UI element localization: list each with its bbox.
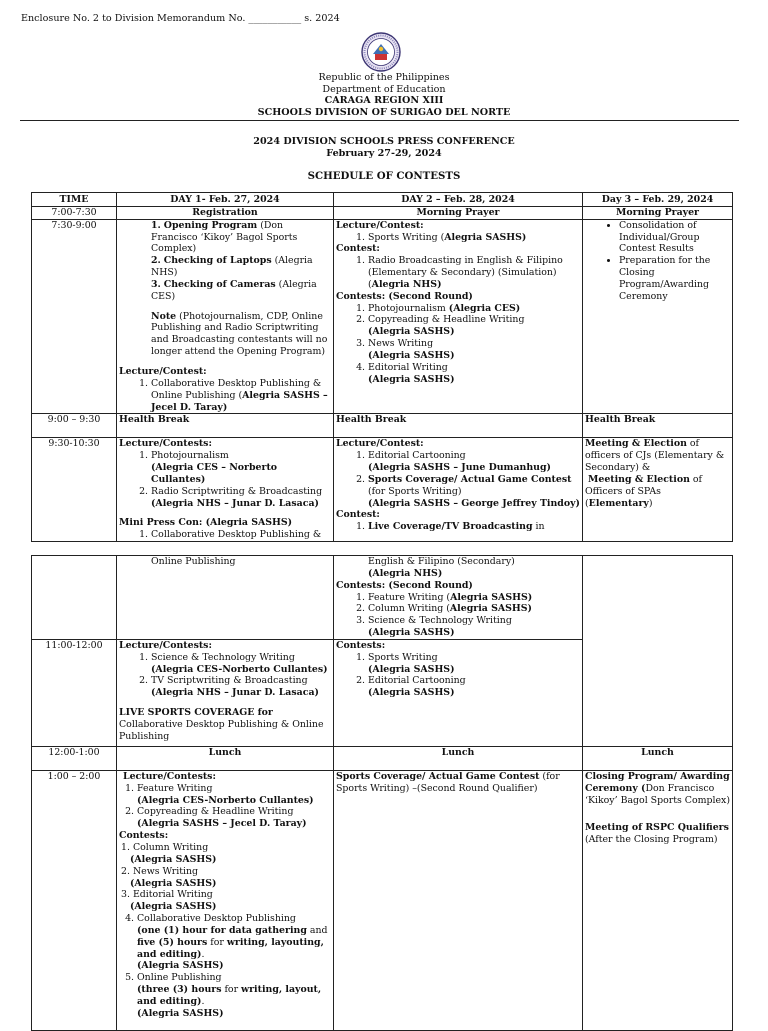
day2-cell (334, 639, 583, 746)
time-cell: 1:00 – 2:00 (32, 770, 117, 1030)
list-item: 1. Editorial Cartooning (Alegria SASHS – June Dumanhug) (368, 450, 580, 474)
list-item: 1. Photojournalism (Alegria CES) (368, 303, 580, 315)
contest-label: Contests: (336, 639, 386, 651)
table-row (32, 219, 733, 414)
list-item: 2. Copyreading & Headline Writing (Alegria SASHS – Jecel D. Taray) (137, 806, 331, 830)
region-line: CARAGA REGION XIII (324, 95, 444, 107)
list-item: • Consolidation of Individual/Group Contest Results (619, 220, 730, 256)
day3-cell: Morning Prayer (583, 206, 733, 219)
list-item: 2. TV Scriptwriting & Broadcasting (Alegria NHS – Junar D. Lasaca) (151, 675, 331, 699)
day2-cell: Morning Prayer (334, 206, 583, 219)
list-item: 1. Feature Writing (Alegria CES-Norberto Cullantes) (137, 783, 331, 807)
day1-cell (117, 639, 334, 746)
sports-coverage-text: Sports Coverage/ Actual Game Contest (for Sports Writing) –(Second Round Qualifier) (336, 770, 560, 794)
list-item: • Preparation for the Closing Program/Awarding Ceremony (619, 255, 730, 302)
time-cell (32, 556, 117, 640)
header-day1: DAY 1- Feb. 27, 2024 (117, 193, 334, 207)
header-day3: Day 3 – Feb. 29, 2024 (583, 193, 733, 207)
day3-cell (583, 556, 733, 747)
list-item: 2. Radio Scriptwriting & Broadcasting (Alegria NHS – Junar D. Lasaca) (151, 486, 331, 510)
day2-cell: Lunch (334, 746, 583, 770)
header-divider (20, 120, 739, 121)
list-item: 5. Online Publishing (three (3) hours for writing, layout, and editing). (Alegria SASHS) (137, 972, 331, 1019)
day1-cell: Online Publishing (117, 556, 334, 640)
header-time: TIME (32, 193, 117, 207)
schedule-title: SCHEDULE OF CONTESTS (307, 170, 461, 182)
second-round-label: Contests: (Second Round) (336, 579, 473, 591)
list-item: 1. Column Writing (Alegria SASHS) (121, 841, 217, 865)
list-item: 2. Column Writing (Alegria SASHS) (368, 603, 580, 615)
table-row (32, 414, 733, 438)
day3-cell (583, 770, 733, 1030)
day1-cell: Health Break (117, 414, 334, 438)
day2-cell: Health Break (334, 414, 583, 438)
day1-cell: Lunch (117, 746, 334, 770)
list-item: 1. Sports Writing (Alegria SASHS) (368, 232, 580, 244)
day1-cell (117, 219, 334, 414)
mini-press-label: Mini Press Con: (Alegria SASHS) (119, 517, 293, 529)
time-cell: 7:30-9:00 (32, 219, 117, 414)
list-item: 3. News Writing (Alegria SASHS) (368, 338, 580, 362)
list-item: 1. Feature Writing (Alegria SASHS) (368, 592, 580, 604)
list-item: 4. Editorial Writing (Alegria SASHS) (368, 362, 580, 386)
lecture-label: Lecture/Contest: (336, 219, 424, 231)
time-cell: 11:00-12:00 (32, 639, 117, 746)
day3-cell: Health Break (583, 414, 733, 438)
list-item: 4. Collaborative Desktop Publishing (one (1) hour for data gathering and five (5) hours for writing, layouting, and editing). (Alegria SASHS) (137, 913, 331, 972)
list-item: 1. Collaborative Desktop Publishing & (151, 529, 331, 541)
table-row (32, 746, 733, 770)
conference-title: 2024 DIVISION SCHOOLS PRESS CONFERENCE (253, 136, 515, 147)
rspc-meeting-sub: (After the Closing Program) (585, 834, 718, 846)
time-cell: 7:00-7:30 (32, 206, 117, 219)
live-coverage-sub: Collaborative Desktop Publishing & Online Publishing (119, 718, 324, 742)
contest-label: Contests: (119, 830, 169, 842)
list-item: 2. News Writing (Alegria SASHS) (121, 865, 217, 889)
table-row (32, 770, 733, 1030)
day2-cell (334, 438, 583, 542)
enclosure-line: Enclosure No. 2 to Division Memorandum No. ___________ s. 2024 (21, 13, 340, 24)
meeting-spa-text: Meeting & Election of Officers of SPAs (Elementary) (585, 473, 702, 509)
list-item: 1. Sports Writing (Alegria SASHS) (368, 652, 580, 676)
list-item: 2. Sports Coverage/ Actual Game Contest (for Sports Writing) (Alegria SASHS – George Jeffrey Tindoy) (368, 474, 580, 510)
second-round-label: Contests: (Second Round) (336, 290, 473, 302)
list-item: 1. Photojournalism (Alegria CES – Norberto Cullantes) (151, 450, 331, 486)
day3-cell: Lunch (583, 746, 733, 770)
list-item: 1. Collaborative Desktop Publishing & Online Publishing (Alegria SASHS – Jecel D. Taray) (151, 378, 331, 414)
list-item: 3. Checking of Cameras (Alegria CES) (151, 278, 317, 302)
schedule-table-page2 (31, 555, 733, 1031)
lecture-label: Lecture/Contest: (336, 438, 424, 450)
contest-label: Contest: (336, 509, 380, 521)
conference-dates: February 27-29, 2024 (326, 147, 442, 159)
table-row (32, 438, 733, 542)
rspc-meeting-label: Meeting of RSPC Qualifiers (585, 822, 729, 834)
day1-cell (117, 770, 334, 1030)
list-item: 3. Editorial Writing (Alegria SASHS) (121, 889, 217, 913)
note-text: Note (Photojournalism, CDP, Online Publishing and Radio Scriptwriting and Broadcasting contestants will no longer attend the Opening Program) (151, 310, 328, 358)
list-item: 2. Copyreading & Headline Writing (Alegria SASHS) (368, 314, 580, 338)
day1-cell (117, 438, 334, 542)
time-cell: 9:00 – 9:30 (32, 414, 117, 438)
lecture-label: Lecture/Contest: (119, 365, 207, 377)
lecture-label: Lecture/Contests: (119, 438, 212, 450)
day1-cell: Registration (117, 206, 334, 219)
contest-label: Contest: (336, 243, 380, 255)
schedule-table-page1 (31, 192, 733, 542)
table-header-row (32, 193, 733, 207)
list-item: 1. Radio Broadcasting in English & Filipino (Elementary & Secondary) (Simulation) (Alegria NHS) (368, 255, 580, 291)
meeting-cj-text: Meeting & Election of officers of CJs (Elementary & Secondary) & (585, 438, 725, 474)
day2-cell (334, 770, 583, 1030)
live-coverage-label: LIVE SPORTS COVERAGE for (119, 707, 273, 719)
list-item: 2. Checking of Laptops (Alegria NHS) (151, 255, 313, 279)
lecture-label: Lecture/Contests: (123, 770, 216, 782)
department-line: Department of Education (322, 83, 446, 95)
day3-cell (583, 219, 733, 414)
list-item: 1. Science & Technology Writing (Alegria CES-Norberto Cullantes) (151, 652, 331, 676)
day2-cell (334, 219, 583, 414)
republic-line: Republic of the Philippines (318, 72, 450, 83)
time-cell: 9:30-10:30 (32, 438, 117, 542)
table-row (32, 206, 733, 219)
list-item: 1. Opening Program (Don Francisco ‘Kikoy’ Bagol Sports Complex) (151, 219, 298, 255)
header-day2: DAY 2 – Feb. 28, 2024 (334, 193, 583, 207)
closing-program-text: Closing Program/ Awarding Ceremony (Don Francisco ‘Kikoy’ Bagol Sports Complex) (585, 770, 730, 806)
day2-cell: English & Filipino (Secondary) (Alegria NHS) Contests: (Second Round) 1. Feature Writing (Alegria SASHS) 2. Column Writing (Alegria SASHS) 3. Science & Technology Writing (Alegria SASHS) (334, 556, 583, 640)
deped-seal-icon (361, 32, 401, 72)
lecture-label: Lecture/Contests: (119, 639, 212, 651)
list-item: 3. Science & Technology Writing (Alegria SASHS) (368, 615, 580, 639)
division-line: SCHOOLS DIVISION OF SURIGAO DEL NORTE (257, 107, 511, 119)
table-row (32, 556, 733, 640)
list-item: 2. Editorial Cartooning (Alegria SASHS) (368, 675, 580, 699)
day3-cell (583, 438, 733, 542)
list-item: 1. Live Coverage/TV Broadcasting in (368, 521, 580, 533)
time-cell: 12:00-1:00 (32, 746, 117, 770)
